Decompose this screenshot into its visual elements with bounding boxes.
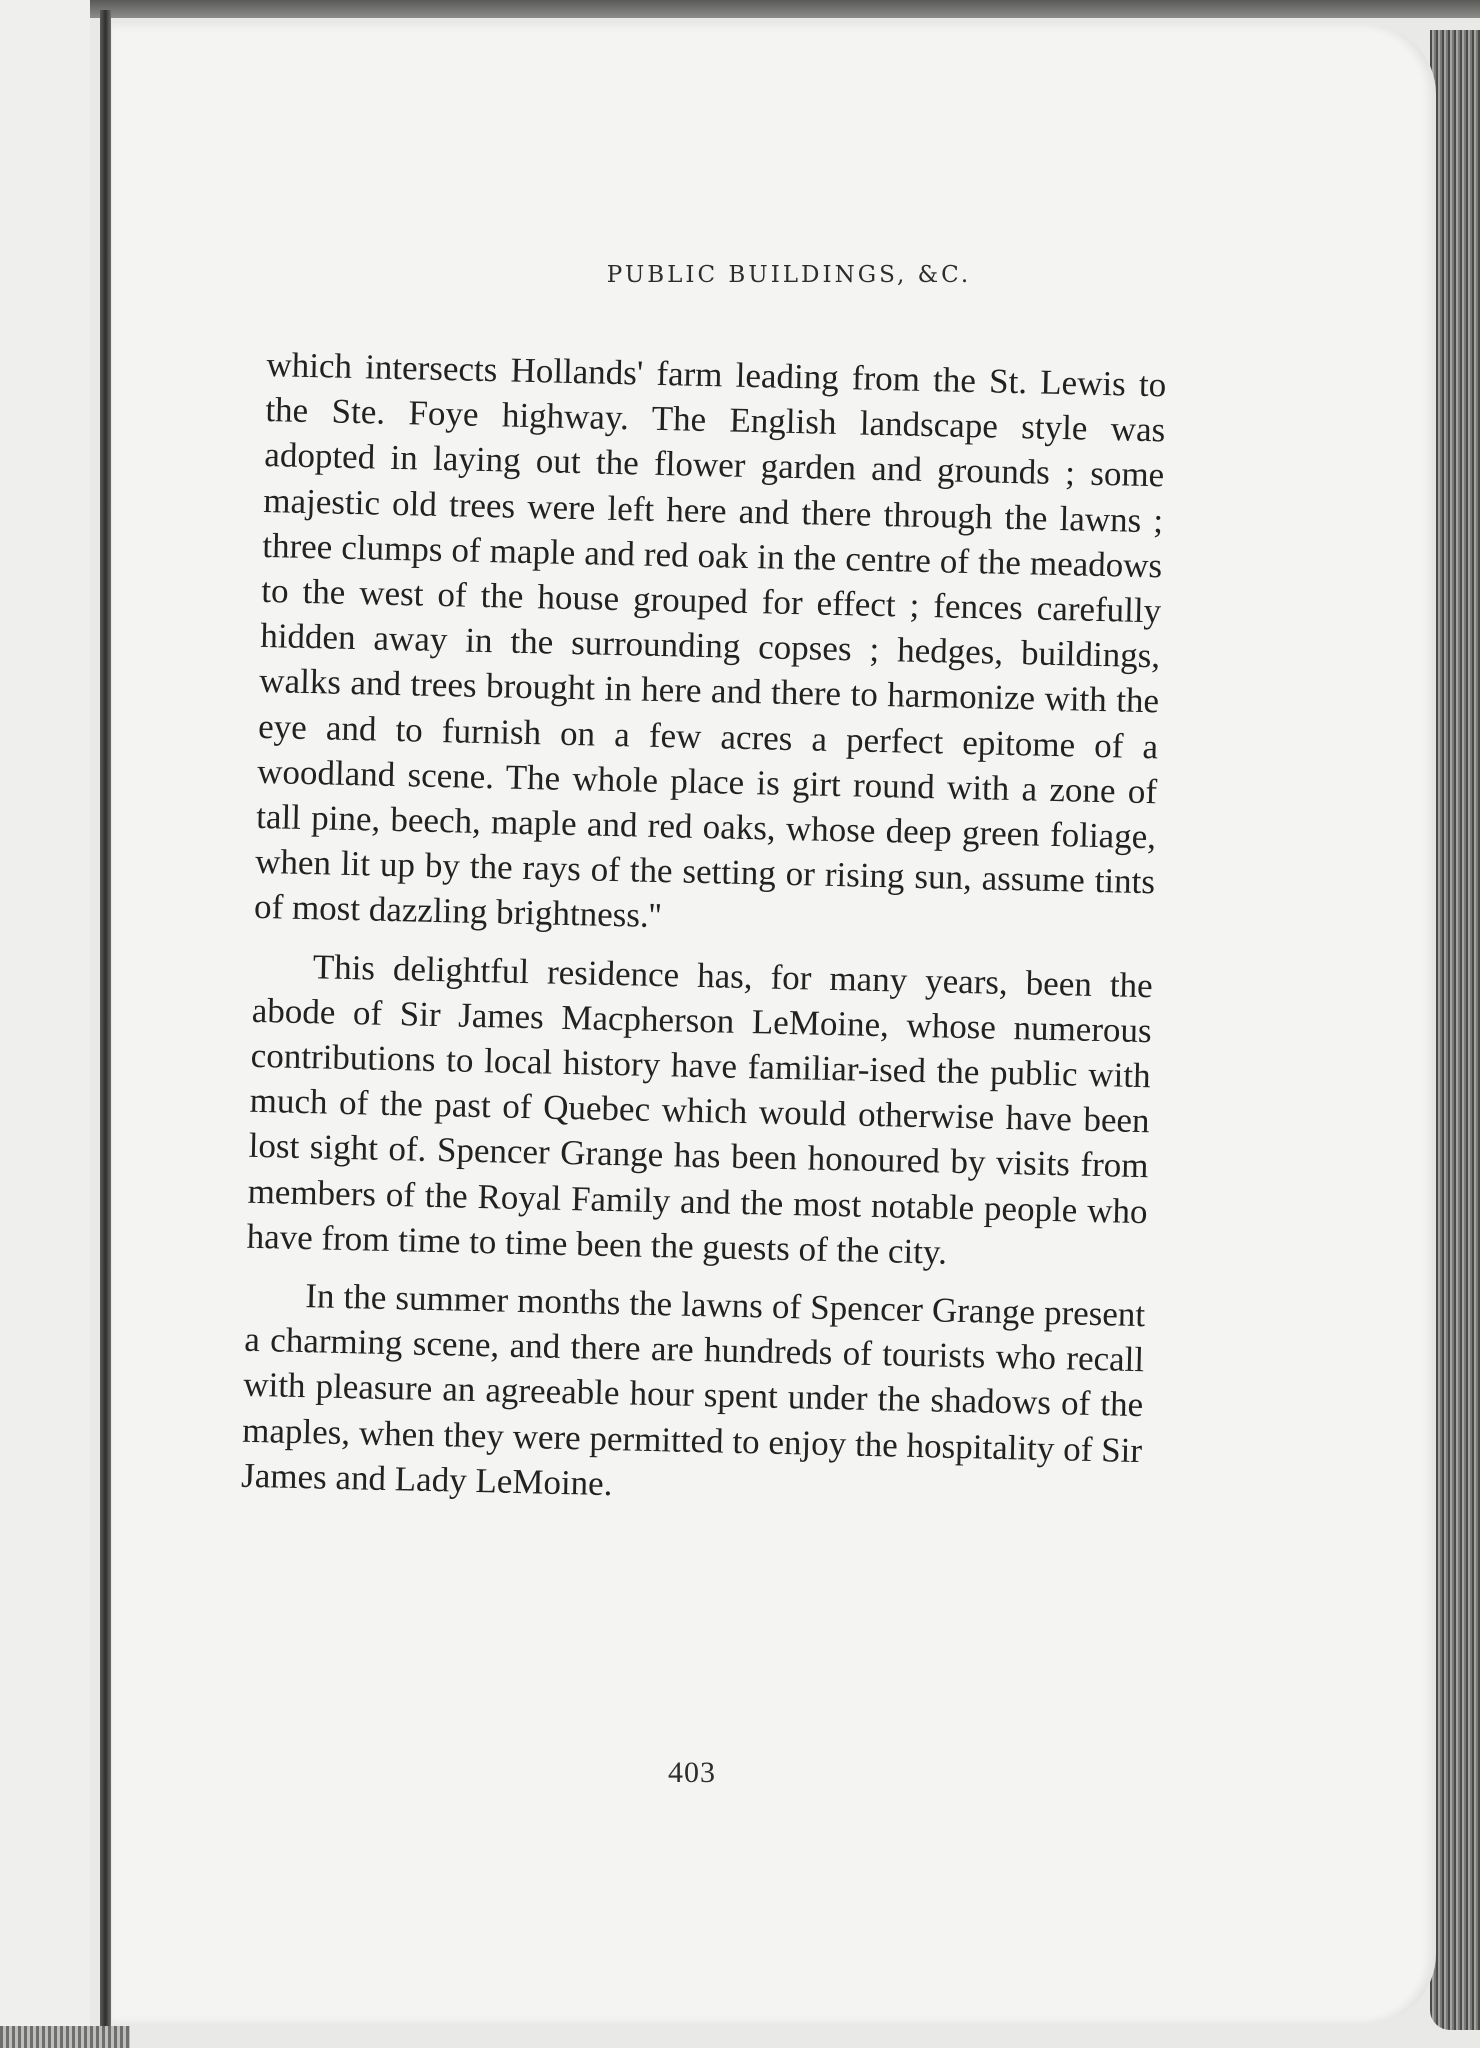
facing-page-edge — [0, 0, 90, 2048]
running-head: PUBLIC BUILDINGS, &C. — [606, 262, 972, 288]
binding-edge — [0, 2026, 130, 2048]
book-gutter — [100, 10, 111, 2040]
paragraph-summer: In the summer months the lawns of Spencer Grange present a charming scene, and there are hundreds of tourists who recall with pleasure an agreeable hour spent under the shadows of the maples, when they were permitted to enjoy the hospitality of Sir James and Lady LeMoine. — [240, 1276, 1146, 1504]
page-edges — [1430, 30, 1480, 2030]
paragraph-continued: which intersects Hollands' farm leading from the St. Lewis to the Ste. Foye highway. The English landscape style was adopted in laying out the flower garden and grounds ; some majestic old trees were left here and there through the lawns ; three clumps of maple and red oak in the centre of the meadows to the west of the house grouped for effect ; fences carefully hidden away in the surrounding copses ; hedges, buildings, walks and trees brought in here and there to harmonize with the eye and to furnish on a few acres a perfect epitome of a woodland scene. The whole place is girt round with a zone of tall pine, beech, maple and red oaks, whose deep green foliage, when lit up by the rays of the setting or rising sun, assume tints of most dazzling brightness.'' — [253, 344, 1167, 936]
scan-top-edge — [0, 0, 1480, 18]
paragraph-residence: This delightful residence has, for many years, been the abode of Sir James Macpherson LeMoine, whose numerous contributions to local history have familiar-ised the public with much of the past of Quebec which would otherwise have been lost sight of. Spencer Grange has been honoured by visits from members of the Royal Family and the most notable people who have from time to time been the guests of the city. — [246, 946, 1154, 1272]
printed-page — [112, 24, 1436, 2024]
page-number: 403 — [668, 1756, 716, 1789]
body-text — [241, 342, 1167, 1518]
